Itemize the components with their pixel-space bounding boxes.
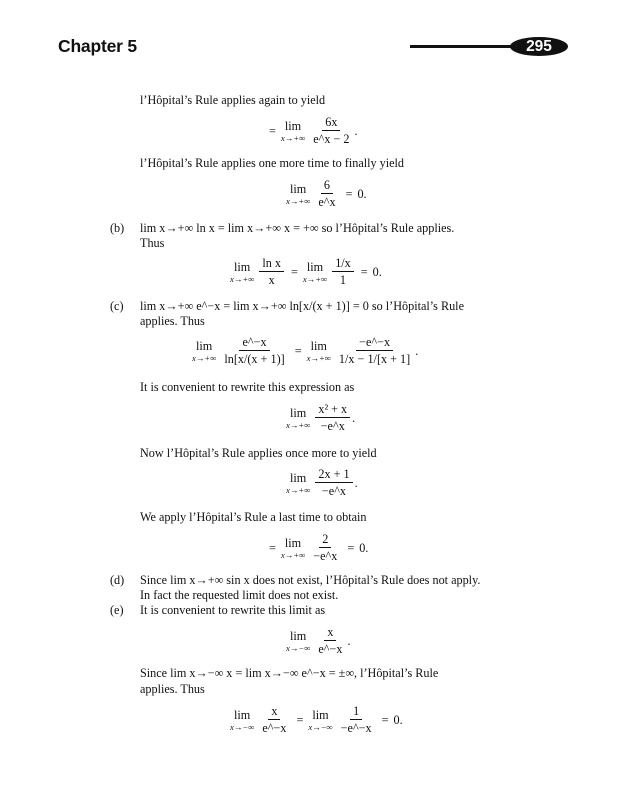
- part-c-label: (c): [110, 299, 124, 313]
- eq4-numerator-1: e^−x: [239, 336, 269, 351]
- part-c-text-2: applies. Thus: [140, 314, 205, 328]
- equation-9: lim x→−∞ $\frac{x}{e\^{}-x}$ = lim x→−∞ $\frac{1}{-e\^{}-x}$ = 0 .: [230, 704, 403, 736]
- part-c-once-more-text: Now l’Hôpital’s Rule applies once more to yield: [140, 446, 377, 460]
- chapter-heading: Chapter 5: [58, 36, 137, 56]
- equation-7: = lim x→+∞ $\frac{2}{-e\^{}x}$ = 0 .: [269, 532, 369, 564]
- equation-1: = lim x→+∞ $\frac{6x}{e\^{}x - 2}$ .: [269, 115, 358, 147]
- part-e-label: (e): [110, 603, 124, 617]
- eq2-numerator: 6: [321, 179, 333, 194]
- eq9-result: 0: [393, 712, 400, 727]
- part-e-text-3: applies. Thus: [140, 682, 205, 696]
- part-d-text-2: In fact the requested limit does not exist.: [140, 588, 339, 602]
- equation-3: lim x→+∞ $\frac{\text{ln x}}{x}$ = lim x→+∞ $\frac{1/x}{1}$ = 0 .: [230, 256, 382, 288]
- equation-4: lim x→+∞ $\frac{e\^{}-x}{\ln[x/(x + 1)]}$ = lim x→+∞ $\frac{-e\^{}-x}{1/x - 1/[x + 1]}$ .: [192, 335, 419, 367]
- part-c-last-time-text: We apply l’Hôpital’s Rule a last time to obtain: [140, 510, 367, 524]
- eq2-denominator: e^x: [318, 195, 336, 210]
- eq3-numerator-1: ln x: [259, 257, 284, 272]
- eq1-numerator: 6x: [325, 115, 338, 129]
- eq8-numerator: x: [324, 626, 336, 641]
- intro-text-1: l’Hôpital’s Rule applies again to yield: [140, 93, 326, 107]
- header-rule: [410, 45, 520, 48]
- eq3-numerator-2: 1/x: [332, 257, 354, 272]
- equation-6: lim x→+∞ $\frac{2x + 1}{-e\^{}x}$ .: [286, 467, 358, 499]
- equation-8: lim x→−∞ $\frac{x}{e\^{}-x}$ .: [286, 625, 351, 657]
- eq7-denominator: −e^x: [313, 549, 338, 564]
- part-e-text-2: Since lim x→−∞ x = lim x→−∞ e^−x = ±∞, l’Hôpital’s Rule: [140, 666, 439, 680]
- intro-text-2: l’Hôpital’s Rule applies one more time to finally yield: [140, 156, 405, 170]
- eq4-denominator-2: 1/x − 1/[x + 1]: [338, 352, 411, 367]
- eq4-numerator-2: −e^−x: [356, 336, 393, 351]
- part-b-text-2: Thus: [140, 236, 165, 250]
- eq9-numerator-1: x: [268, 705, 280, 720]
- eq5-denominator: −e^x: [320, 419, 345, 434]
- eq9-denominator-2: −e^−x: [340, 721, 372, 736]
- eq3-denominator-1: x: [268, 273, 275, 288]
- part-d-label: (d): [110, 573, 125, 587]
- eq9-numerator-2: 1: [350, 705, 362, 720]
- part-b-label: (b): [110, 221, 125, 235]
- part-e-text-1: It is convenient to rewrite this limit as: [140, 603, 326, 617]
- page-number-badge: 295: [510, 37, 568, 56]
- eq5-numerator: x² + x: [315, 403, 350, 418]
- eq8-denominator: e^−x: [318, 642, 343, 657]
- eq7-numerator: 2: [319, 533, 331, 548]
- equation-2: lim x→+∞ $\frac{6}{e\^{}x}$ = 0 .: [286, 178, 367, 210]
- eq6-numerator: 2x + 1: [315, 468, 352, 483]
- part-c-text-1: lim x→+∞ e^−x = lim x→+∞ ln[x/(x + 1)] = 0 so l’Hôpital’s Rule: [140, 299, 464, 313]
- eq1-denominator: e^x − 2: [313, 132, 350, 147]
- part-d-text-1: Since lim x→+∞ sin x does not exist, l’Hôpital’s Rule does not apply.: [140, 573, 481, 587]
- eq3-result: 0: [372, 264, 379, 279]
- part-b-text-1: lim x→+∞ ln x = lim x→+∞ x = +∞ so l’Hôpital’s Rule applies.: [140, 221, 455, 235]
- eq6-denominator: −e^x: [321, 484, 347, 499]
- equation-5: lim x→+∞ $\frac{\text{x² + x}}{-e\^{}x}$ .: [286, 402, 356, 434]
- eq4-denominator-1: ln[x/(x + 1)]: [224, 352, 285, 367]
- eq2-result: 0: [357, 186, 364, 201]
- part-c-rewrite-text: It is convenient to rewrite this expression as: [140, 380, 355, 394]
- eq7-result: 0: [359, 540, 366, 555]
- eq3-denominator-2: 1: [339, 273, 347, 288]
- eq9-denominator-1: e^−x: [262, 721, 287, 736]
